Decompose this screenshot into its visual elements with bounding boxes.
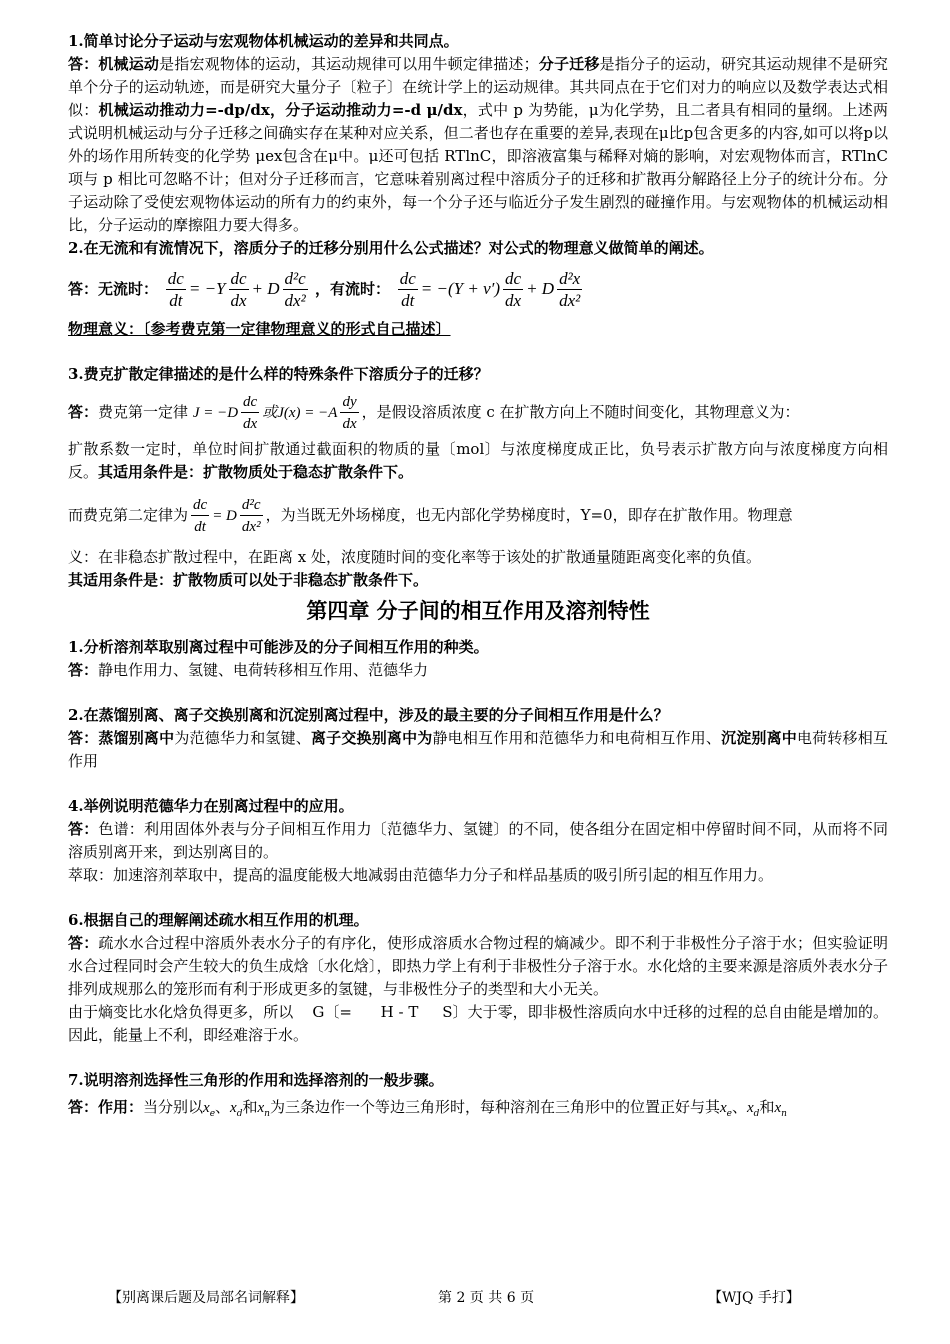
ch4-question-2-answer: 答：蒸馏别离中为范德华力和氢键、离子交换别离中为静电相互作用和范德华力和电荷相互作用、沉淀别离中电荷转移相互作用: [68, 729, 888, 770]
ch4-question-7-title: 7.说明溶剂选择性三角形的作用和选择溶剂的一般步骤。: [68, 1071, 444, 1089]
migration-formulas: 答：无流时： $\frac{dc}{dt}$ = −Y $\frac{dc}{dx}$ + D $\frac{\text{d²c}}{\text{dx²}}$ ，有流时： $\frac{dc}{dt}$ = −(Y + v′) $\frac{dc}{dx}$ + D $\frac{\text{d²x}}{\text{dx²}}$: [68, 268, 581, 310]
footer-right: 【WJQ 手打】: [708, 1290, 800, 1306]
question-1-title: 1.简单讨论分子运动与宏观物体机械运动的差异和共同点。: [68, 32, 459, 50]
fick-first-law-meaning: 扩散系数一定时，单位时间扩散通过截面积的物质的量〔mol〕与浓度梯度成正比，负号表示扩散方向与浓度梯度方向相反。其适用条件是：扩散物质处于稳态扩散条件下。: [68, 440, 888, 481]
driving-force-formulas: 机械运动推动力=-dp/dx，分子运动推动力=-d μ/dx: [98, 101, 463, 119]
physical-meaning-note: 物理意义：〔参考费克第一定律物理意义的形式自己描述〕: [68, 320, 451, 338]
term-mechanical-motion: 机械运动: [98, 55, 160, 73]
fraction: $\frac{dc}{dt}$: [167, 268, 184, 310]
chapter-title: 第四章 分子间的相互作用及溶剂特性: [306, 598, 650, 623]
fick-second-law-condition: 其适用条件是：扩散物质可以处于非稳态扩散条件下。: [68, 571, 429, 589]
ch4-question-6-conclusion: 由于熵变比水化焓负得更多，所以 G〔= H - T S〕大于零，即非极性溶质向水中迁移的过程的总自由能是增加的。因此，能量上不利，即经难溶于水。: [68, 1003, 888, 1044]
page-footer: [68, 1287, 888, 1311]
answer-label: 答：: [68, 55, 99, 73]
page-number: 第 2 页 共 6 页: [438, 1290, 535, 1306]
term-molecular-migration: 分子迁移: [538, 55, 600, 73]
ch4-question-7-answer: 答：作用：当分别以$x_e$、$x_d$和$x_n$为三条边作一个等边三角形时，每种溶剂在三角形中的位置正好与其$x_e$、$x_d$和$x_n$: [68, 1098, 787, 1119]
question-2-title: 2.在无流和有流情况下，溶质分子的迁移分别用什么公式描述？对公式的物理意义做简单的阐述。: [68, 239, 714, 257]
fick-second-law-meaning: 义：在非稳态扩散过程中，在距离 x 处，浓度随时间的变化率等于该处的扩散通量随距离变化率的负值。: [68, 548, 762, 566]
ch4-question-6-answer: 答：疏水水合过程中溶质外表水分子的有序化，使形成溶质水合物过程的熵减少。即不利于非极性分子溶于水；但实验证明水合过程同时会产生较大的负生成焓〔水化焓〕，即热力学上有利于非极性分子溶于水。水化焓的主要来源是溶质外表水分子排列成规那么的笼形而有利于形成更多的氢键，与非极性分子的类型和大小无关。: [68, 934, 888, 998]
ch4-question-4-title: 4.举例说明范德华力在别离过程中的应用。: [68, 797, 354, 815]
document-page: [68, 30, 888, 1129]
ch4-question-6-title: 6.根据自己的理解阐述疏水相互作用的机理。: [68, 911, 369, 929]
question-3-title: 3.费克扩散定律描述的是什么样的特殊条件下溶质分子的迁移？: [68, 365, 489, 383]
ch4-question-2-title: 2.在蒸馏别离、离子交换别离和沉淀别离过程中，涉及的最主要的分子间相互作用是什么？: [68, 706, 669, 724]
fick-second-law-line: 而费克第二定律为 $\frac{dc}{dt}$ = D $\frac{\text{d²c}}{\text{dx²}}$ ，为当既无外场梯度，也无内部化学势梯度时，Y=0，即存在扩散作用。物理意: [68, 497, 793, 536]
fick-first-law-line: 答：费克第一定律 J = −D $\frac{dc}{dx}$ 或J(x) = −A $\frac{dy}{dx}$ ，是假设溶质浓度 c 在扩散方向上不随时间变化，其物理意义为：: [68, 394, 800, 433]
ch4-question-1-title: 1.分析溶剂萃取别离过程中可能涉及的分子间相互作用的种类。: [68, 638, 489, 656]
ch4-question-1-answer: 答：静电作用力、氢键、电荷转移相互作用、范德华力: [68, 661, 429, 679]
question-1-answer: 答：机械运动是指宏观物体的运动，其运动规律可以用牛顿定律描述；分子迁移是指分子的运动，研究其运动规律不是研究单个分子的运动轨迹，而是研究大量分子〔粒子〕在统计学上的运动规律。其共同点在于它们对力的响应以及数学表达式相似：机械运动推动力=-dp/dx，分子运动推动力=-d μ/dx，式中 p 为势能，μ为化学势，且二者具有相同的量纲。上述两式说明机械运动与分子迁移之间确实存在某种对应关系，但二者也存在重要的差异,表现在μ比p包含更多的内容,如可以将p以外的场作用所转变的化学势 μex包含在μ中。μ还可包括 RTlnC，即溶液富集与稀释对熵的影响，对宏观物体而言，RTlnC 项与 p 相比可忽略不计；但对分子迁移而言，它意味着别离过程中溶质分子的迁移和扩散再分解路径上分子的统计分布。分子运动除了受使宏观物体运动的所有力的约束外，每一个分子还与临近分子发生剧烈的碰撞作用。与宏观物体的机械运动相比，分子运动的摩擦阻力要大得多。: [68, 55, 888, 234]
footer-left: 【别离课后题及局部名词解释】: [108, 1290, 304, 1306]
ch4-question-4-extraction: 萃取：加速溶剂萃取中，提高的温度能极大地减弱由范德华力分子和样品基质的吸引所引起的相互作用力。: [68, 866, 774, 884]
ch4-question-4-answer: 答：色谱：利用固体外表与分子间相互作用力〔范德华力、氢键〕的不同，使各组分在固定相中停留时间不同，从而将不同溶质别离开来，到达别离目的。: [68, 820, 888, 861]
